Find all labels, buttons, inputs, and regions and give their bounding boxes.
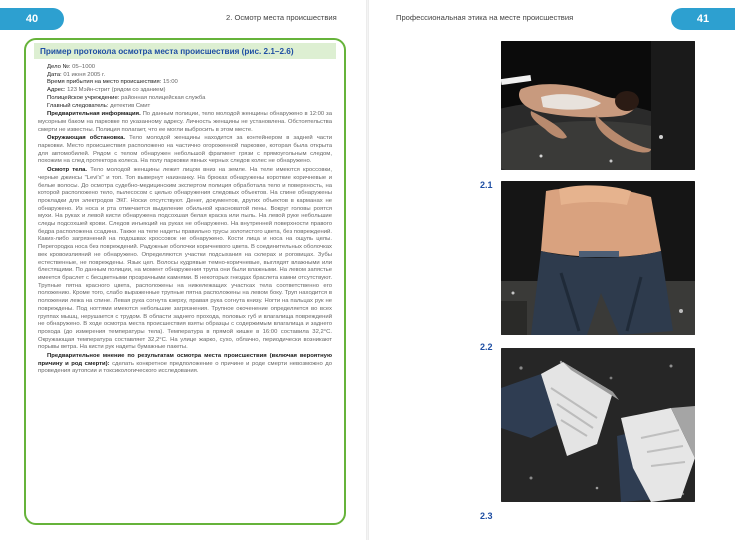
section-body-examination: Осмотр тела. Тело молодой женщины лежит лицом вниз на земле. На теле имеются кроссовки, черные джинсы "Levi's" и топ. Топ вывернут наизнанку. На брюках обнаружены короткие коричневые и белые волосы. До осмотра судебно-медицинским экспертом полиция обработала тело и поверхность, на которой расположено тело, пылесосом с целью обнаружения следовых объектов. На спине обнаружены прокладки для электродов ЭКГ. Носки отсутствуют. Денег, документов, других объектов в карманах не обнаружено. Из носа и рта отмечается выделение обильной красноватой пены. Вокруг головы роятся мухи. На руках и левой кисти обнаружена подсохшая белая краска или пыль. На левой руке небольшие следы подсохшей крови. Следов инъекций на руках не обнаружено. На внутренней поверхности правого бедра расположена ссадина. Также на теле надеты правильно трусы золотистого цвета, без повреждений. Каких-либо загрязнений на подошвах кроссовок не обнаружено. Кости лица и носа на ощупь целы. Перегородка носа без повреждений. Радужные оболочки коричневого цвета. В соединительных оболочках век кровоизлияний не обнаружено. Определяются участки подсыхания на склерах и роговицах. Зубы естественные, не повреждены. Язык цел. Волосы кудрявые темно-коричневые, выглядят влажными или блестящими. По данным полиции, на момент обнаружения трупа они были влажными. На левом запястье имеется браслет с бесцветными прозрачными камнями. В некоторых гнездах браслета камни отсутствуют. Трупные пятна красного цвета, расположены на нижележащих участках тела соответственно его положению. Кроме того, слабо выраженные трупные пятна расположены на левом боку. Труп находится в положении лежа на спине. Левая рука согнута кзерху, правая рука согнута книзу. Ногти на пальцах рук не повреждены. Под ногтями имеются небольшие загрязнения. Трупное окоченение определяется во всех группах мышц, нерушается с трудом. В области заднего прохода, половых губ и влагалища повреждений не обнаружено. В ходе осмотра места происшествия взяты образцы с содержимым влагалища и заднего прохода (до измерения температуры тела). Температура в прямой кишке в 16:00 составила 32,2°C. Окружающая температура составляет 32,2°C. На улице жарко, сухо, облачно, периодически возникают порывы ветра. На кисти рук надеты бумажные пакеты. xyxy=(38,167,332,351)
meta-lead-investigator: Главный следователь: детектив Смит xyxy=(47,102,151,109)
section-preliminary-info: Предварительная информация. По данным полиции, тело молодой женщины обнаружено в 12:00 за мусорным баком на парковке по указанному адресу. Личность женщины не установлена. Обстоятельства смерти не известны. Полиция полагает, что ее могли выбросить в этом месте. xyxy=(38,111,333,133)
page-number-left: 40 xyxy=(25,13,39,25)
page-gutter xyxy=(366,0,369,540)
meta-address: Адрес: 123 Мэйн-стрит (рядом со зданием) xyxy=(47,87,166,94)
page-number-tab-left xyxy=(0,8,64,30)
running-head-left: 2. Осмотр места происшествия xyxy=(226,13,337,22)
running-head-right: Профессиональная этика на месте происшествия xyxy=(396,13,574,22)
section-preliminary-opinion: Предварительное мнение по результатам осмотра места происшествия (включая вероятную причину и род смерти): сделать конкретное предположение о причине и роде смерти невозможно до проведения аутопсии и токсикологического исследования. xyxy=(38,353,332,375)
crime-scene-photo-1 xyxy=(501,41,695,170)
figure-photo-2-3 xyxy=(501,348,695,502)
page-number-right: 41 xyxy=(696,13,710,25)
protocol-body xyxy=(26,59,344,376)
meta-date: Дата: 01 июня 2005 г. xyxy=(47,71,106,78)
figure-photo-2-1 xyxy=(501,41,695,170)
meta-arrival-time: Время прибытия на место происшествия: 15:00 xyxy=(47,79,178,86)
protocol-title: Пример протокола осмотра места происшествия (рис. 2.1–2.6) xyxy=(34,43,336,59)
page-number-tab-right xyxy=(671,8,735,30)
meta-police-agency: Полицейское учреждение: районная полицейская служба xyxy=(47,94,206,101)
figure-caption-2-3: 2.3 xyxy=(480,511,493,521)
figure-caption-2-2: 2.2 xyxy=(480,342,493,352)
figure-caption-2-1: 2.1 xyxy=(480,180,493,190)
section-surroundings: Окружающая обстановка. Тело молодой женщины находится за контейнером в задней части парковки. Место происшествия расположено на частично огороженной парковке, которая была открыта для автомобилей. Рядом с телом обнаружен небольшой фрагмент грязи с прямоугольным следом, похожим на след протектора колеса. На полу парковки явных черных следов колес не обнаружено. xyxy=(38,135,332,165)
crime-scene-photo-3 xyxy=(501,348,695,502)
meta-case-number: Дело №: 05–1000 xyxy=(47,64,96,70)
protocol-box xyxy=(24,38,346,525)
figure-photo-2-2 xyxy=(501,181,695,335)
crime-scene-photo-2 xyxy=(501,181,695,335)
